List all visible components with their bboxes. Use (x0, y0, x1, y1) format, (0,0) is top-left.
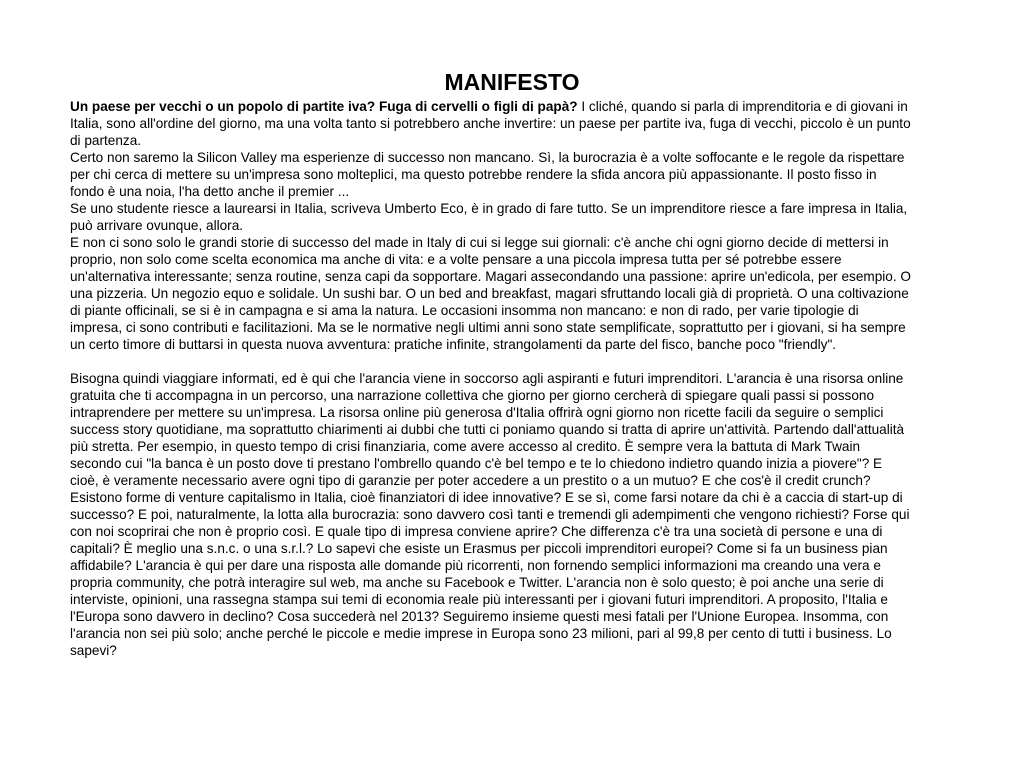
body-paragraph-2: Se uno studente riesce a laurearsi in Italia, scriveva Umberto Eco, è in grado di fare tutto. Se un imprenditore riesce a fare impresa in Italia, può arrivare ovunque, allora. (70, 201, 908, 233)
body-paragraph-3: E non ci sono solo le grandi storie di successo del made in Italy di cui si legge sui giornali: c'è anche chi ogni giorno decide di mettersi in proprio, non solo come scelta economica ma anche di vita: e a volte pensare a una piccola impresa tutta per sé potrebbe essere un'alternativa interessante; senza routine, senza capi da sopportare. Magari assecondando una passione: aprire un'edicola, per esempio. O una pizzeria. Un negozio equo e solidale. Un sushi bar. O un bed and breakfast, magari sfruttando locali già di proprietà. O una coltivazione di piante officinali, se si è in campagna e si ama la natura. Le occasioni insomma non mancano: e non di rado, per varie tipologie di impresa, ci sono contributi e facilitazioni. Ma se le normative negli ultimi anni sono state semplificate, soprattutto per i giovani, si ha sempre un certo timore di buttarsi in questa nuova avventura: pratiche infinite, strangolamenti da parte del fisco, banche poco "friendly". (70, 235, 911, 352)
body-paragraph-1: Certo non saremo la Silicon Valley ma esperienze di successo non mancano. Sì, la burocrazia è a volte soffocante e le regole da rispettare per chi cerca di mettere su un'impresa sono molteplici, ma questo potrebbe rendere la sfida ancora più appassionante. Il posto fisso in fondo è una noia, l'ha detto anche il premier ... (70, 150, 905, 199)
paragraph-gap (70, 353, 914, 370)
intro-text: I cliché, quando si parla di imprenditoria e di giovani in Italia, sono all'ordine del giorno, ma una volta tanto si potrebbero anche invertire: un paese per partite iva, fuga di vecchi, piccolo è un punto di partenza. (70, 99, 911, 148)
intro-bold-lead: Un paese per vecchi o un popolo di partite iva? Fuga di cervelli o figli di papà? (70, 99, 578, 114)
page-title: MANIFESTO (444, 69, 580, 95)
body-paragraph-final: Bisogna quindi viaggiare informati, ed è qui che l'arancia viene in soccorso agli aspiranti e futuri imprenditori. L'arancia è una risorsa online gratuita che ti accompagna in un percorso, una narrazione collettiva che giorno per giorno cercherà di spiegare quali passi si possono intraprendere per mettere su un'impresa. La risorsa online più generosa d'Italia offrirà ogni giorno non ricette facili da seguire o semplici success story quotidiane, ma soprattutto chiarimenti ai dubbi che tutti ci poniamo quando si tratta di aprire un'attività. Partendo dall'attualità più stretta. Per esempio, in questo tempo di crisi finanziaria, come avere accesso al credito. È sempre vera la battuta di Mark Twain secondo cui "la banca è un posto dove ti prestano l'ombrello quando c'è bel tempo e te lo chiedono indietro quando inizia a piovere"? E cioè, è veramente necessario avere ogni tipo di garanzie per poter accedere a un prestito o a un mutuo? E che cos'è il credit crunch? Esistono forme di venture capitalismo in Italia, cioè finanziatori di idee innovative? E se sì, come farsi notare da chi è a caccia di start-up di successo? E poi, naturalmente, la lotta alla burocrazia: sono davvero così tanti e tremendi gli adempimenti che vengono richiesti? Forse qui con noi scoprirai che non è proprio così. E quale tipo di impresa conviene aprire? Che differenza c'è tra una società di persone e una di capitali? È meglio una s.n.c. o una s.r.l.? Lo sapevi che esiste un Erasmus per piccoli imprenditori europei? Come si fa un business pian affidabile? L'arancia è qui per dare una risposta alle domande più ricorrenti, non fornendo semplici informazioni ma creando una vera e propria community, che potrà interagire sul web, ma anche su Facebook e Twitter. L'arancia non è solo questo; è poi anche una serie di interviste, opinioni, una rassegna stampa sui temi di economia reale più interessanti per i giovani futuri imprenditori. A proposito, l'Italia e l'Europa sono davvero in declino? Cosa succederà nel 2013? Seguiremo insieme questi mesi fatali per l'Unione Europea. Insomma, con l'arancia non sei più solo; anche perché le piccole e medie imprese in Europa sono 23 milioni, pari al 99,8 per cento di tutti i business. Lo sapevi? (70, 371, 910, 658)
intro-paragraph (70, 98, 914, 149)
